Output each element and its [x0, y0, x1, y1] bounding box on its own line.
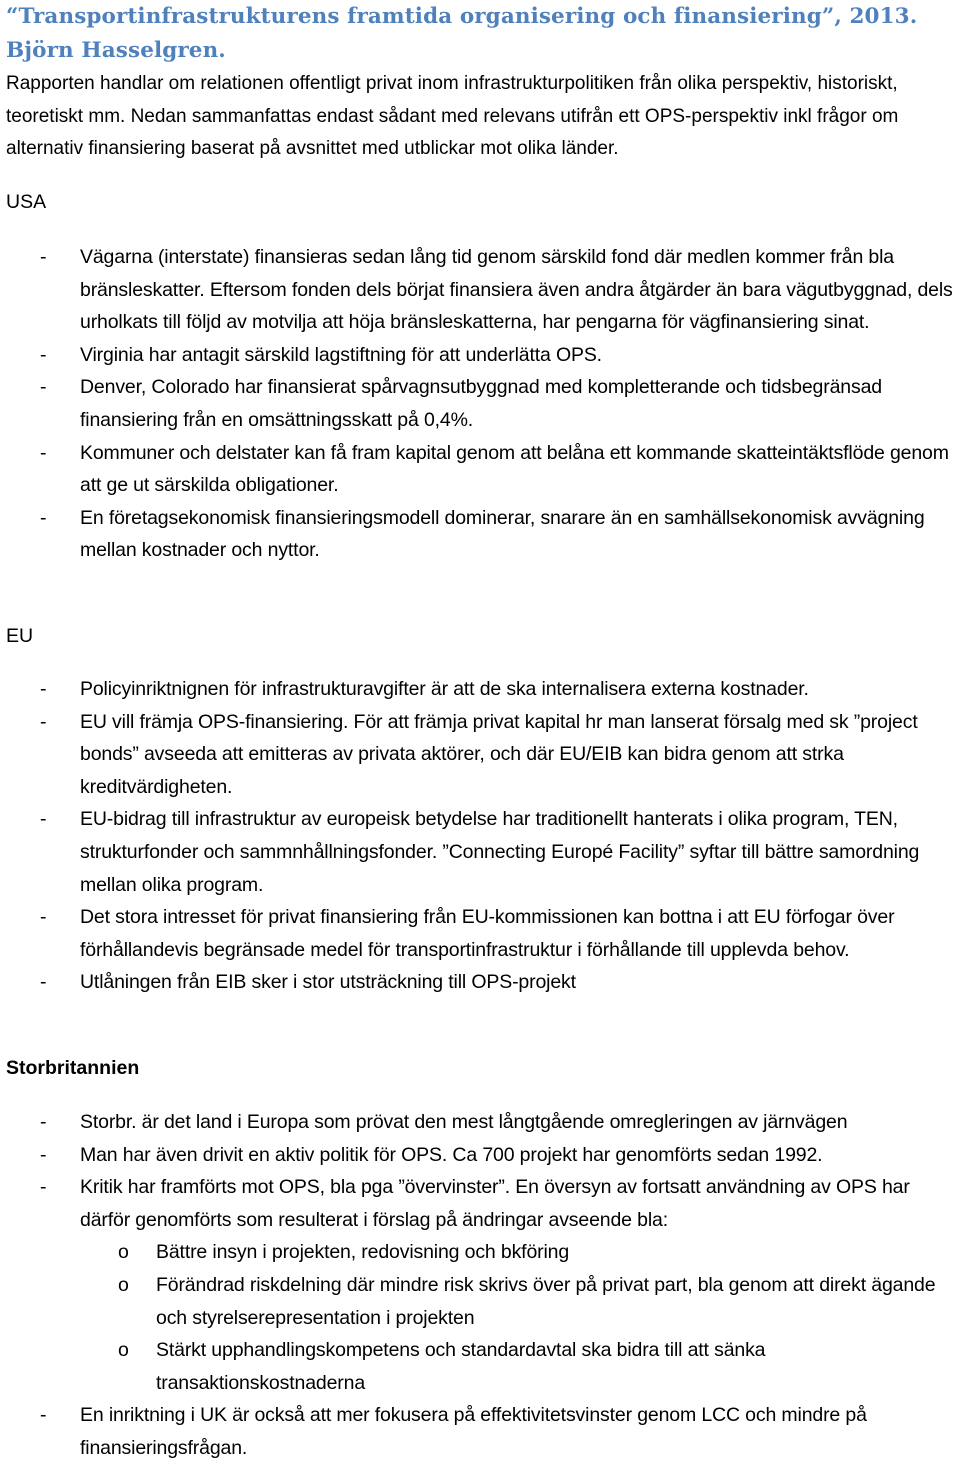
dash-marker: - — [40, 678, 47, 700]
list-item — [0, 437, 960, 502]
dash-marker: - — [40, 1111, 47, 1133]
list-item — [0, 241, 960, 339]
sub-list-item-text: Förändrad riskdelning där mindre risk skrivs över på privat part, bla genom att direkt ägande och styrelserepresentation i projekten — [156, 1273, 936, 1329]
sub-list-item — [80, 1269, 960, 1334]
list-item-text: Vägarna (interstate) finansieras sedan lång tid genom särskild fond där medlen kommer från bla bränsleskatter. Eftersom fonden dels börjat finansiera även andra åtgärder än bara vägutbyggnad, dels urholkats till följd av motvilja att höja bränsleskatterna, har pengarna för vägfinansiering sinat. — [80, 246, 953, 334]
list-item-text: En inriktning i UK är också att mer fokusera på effektivitetsvinster genom LCC och mindre på finansieringsfrågan. — [80, 1404, 867, 1459]
dash-marker: - — [40, 808, 47, 831]
dash-marker: - — [40, 971, 47, 994]
list-item-text: Storbr. är det land i Europa som prövat den mest långtgående omregleringen av järnvägen — [80, 1111, 848, 1133]
dash-marker: - — [40, 1143, 47, 1166]
list-item-text: Kommuner och delstater kan få fram kapital genom att belåna ett kommande skatteintäktsflöde genom att ge ut särskilda obligationer. — [80, 441, 949, 497]
dash-marker: - — [40, 441, 47, 464]
list-item-text: Utlåningen från EIB sker i stor utsträckning till OPS-projekt — [80, 971, 576, 994]
sub-list-item-text: Stärkt upphandlingskompetens och standardavtal ska bidra till att sänka transaktionskostnaderna — [156, 1339, 766, 1394]
list-item — [0, 371, 960, 436]
list-item — [0, 706, 960, 804]
list-item-text: Kritik har framförts mot OPS, bla pga ”övervinster”. En översyn av fortsatt användning av OPS har därför genomförts som resulterat i förslag på ändringar avseende bla: — [80, 1176, 910, 1231]
list-item — [0, 1139, 960, 1172]
list-item-text: En företagsekonomisk finansieringsmodell dominerar, snarare än en samhällsekonomisk avvägning mellan kostnader och nyttor. — [80, 506, 925, 562]
list-item-text: EU vill främja OPS-finansiering. För att främja privat kapital hr man lanserat försalg med sk ”project bonds” avseeda att emitteras av privata aktörer, och där EU/EIB kan bidra genom att strka kreditvärdigheten. — [80, 710, 918, 798]
list-item — [0, 1106, 960, 1139]
sub-list-item — [80, 1236, 960, 1269]
usa-list — [0, 241, 960, 567]
list-item — [0, 1399, 960, 1464]
list-item — [0, 339, 960, 372]
list-item-text: EU-bidrag till infrastruktur av europeisk betydelse har traditionellt hanterats i olika program, TEN, strukturfonder och sammnhållningsfonder. ”Connecting Europé Facility” syftar till bättre samordning mellan olika program. — [80, 808, 920, 896]
section-heading-eu: EU — [6, 625, 34, 647]
circle-marker: o — [118, 1241, 129, 1264]
circle-marker: o — [118, 1339, 129, 1362]
list-item — [0, 1171, 960, 1399]
list-item — [0, 502, 960, 567]
intro-paragraph: Rapporten handlar om relationen offentligt privat inom infrastrukturpolitiken från olika perspektiv, historiskt, teoretiskt mm. Nedan sammanfattas endast sådant med relevans utifrån ett OPS-perspektiv inkl frågor om alternativ finansiering baserat på avsnittet med utblickar mot olika länder. — [6, 73, 899, 160]
sub-list-item-text: Bättre insyn i projekten, redovisning och bkföring — [156, 1241, 570, 1264]
dash-marker: - — [40, 246, 47, 268]
section-heading-usa: USA — [6, 191, 47, 213]
list-item-text: Policyinriktnignen för infrastrukturavgifter är att de ska internalisera externa kostnader. — [80, 678, 809, 700]
sub-list-item — [80, 1334, 960, 1399]
list-item — [0, 966, 960, 999]
dash-marker: - — [40, 710, 47, 733]
dash-marker: - — [40, 1176, 47, 1199]
list-item — [0, 673, 960, 706]
document-title: “Transportinfrastrukturens framtida organisering och finansiering”, 2013. Björn Hasselgren. — [6, 4, 918, 63]
dash-marker: - — [40, 506, 47, 529]
list-item — [0, 901, 960, 966]
list-item-text: Det stora intresset för privat finansiering från EU-kommissionen kan bottna i att EU förfogar över förhållandevis begränsade medel för transportinfrastruktur i förhållande till upplevda behov. — [80, 906, 895, 961]
dash-marker: - — [40, 1404, 47, 1427]
section-heading-uk: Storbritannien — [6, 1057, 140, 1079]
uk-sublist — [80, 1236, 960, 1399]
eu-list — [0, 673, 960, 999]
dash-marker: - — [40, 906, 47, 929]
list-item-text: Virginia har antagit särskild lagstiftning för att underlätta OPS. — [80, 343, 602, 366]
dash-marker: - — [40, 376, 47, 399]
dash-marker: - — [40, 343, 47, 366]
list-item-text: Man har även drivit en aktiv politik för OPS. Ca 700 projekt har genomförts sedan 1992. — [80, 1143, 823, 1166]
uk-list — [0, 1106, 960, 1465]
list-item — [0, 803, 960, 901]
list-item-text: Denver, Colorado har finansierat spårvagnsutbyggnad med kompletterande och tidsbegränsad finansiering från en omsättningsskatt på 0,4%. — [80, 376, 882, 431]
circle-marker: o — [118, 1273, 129, 1296]
